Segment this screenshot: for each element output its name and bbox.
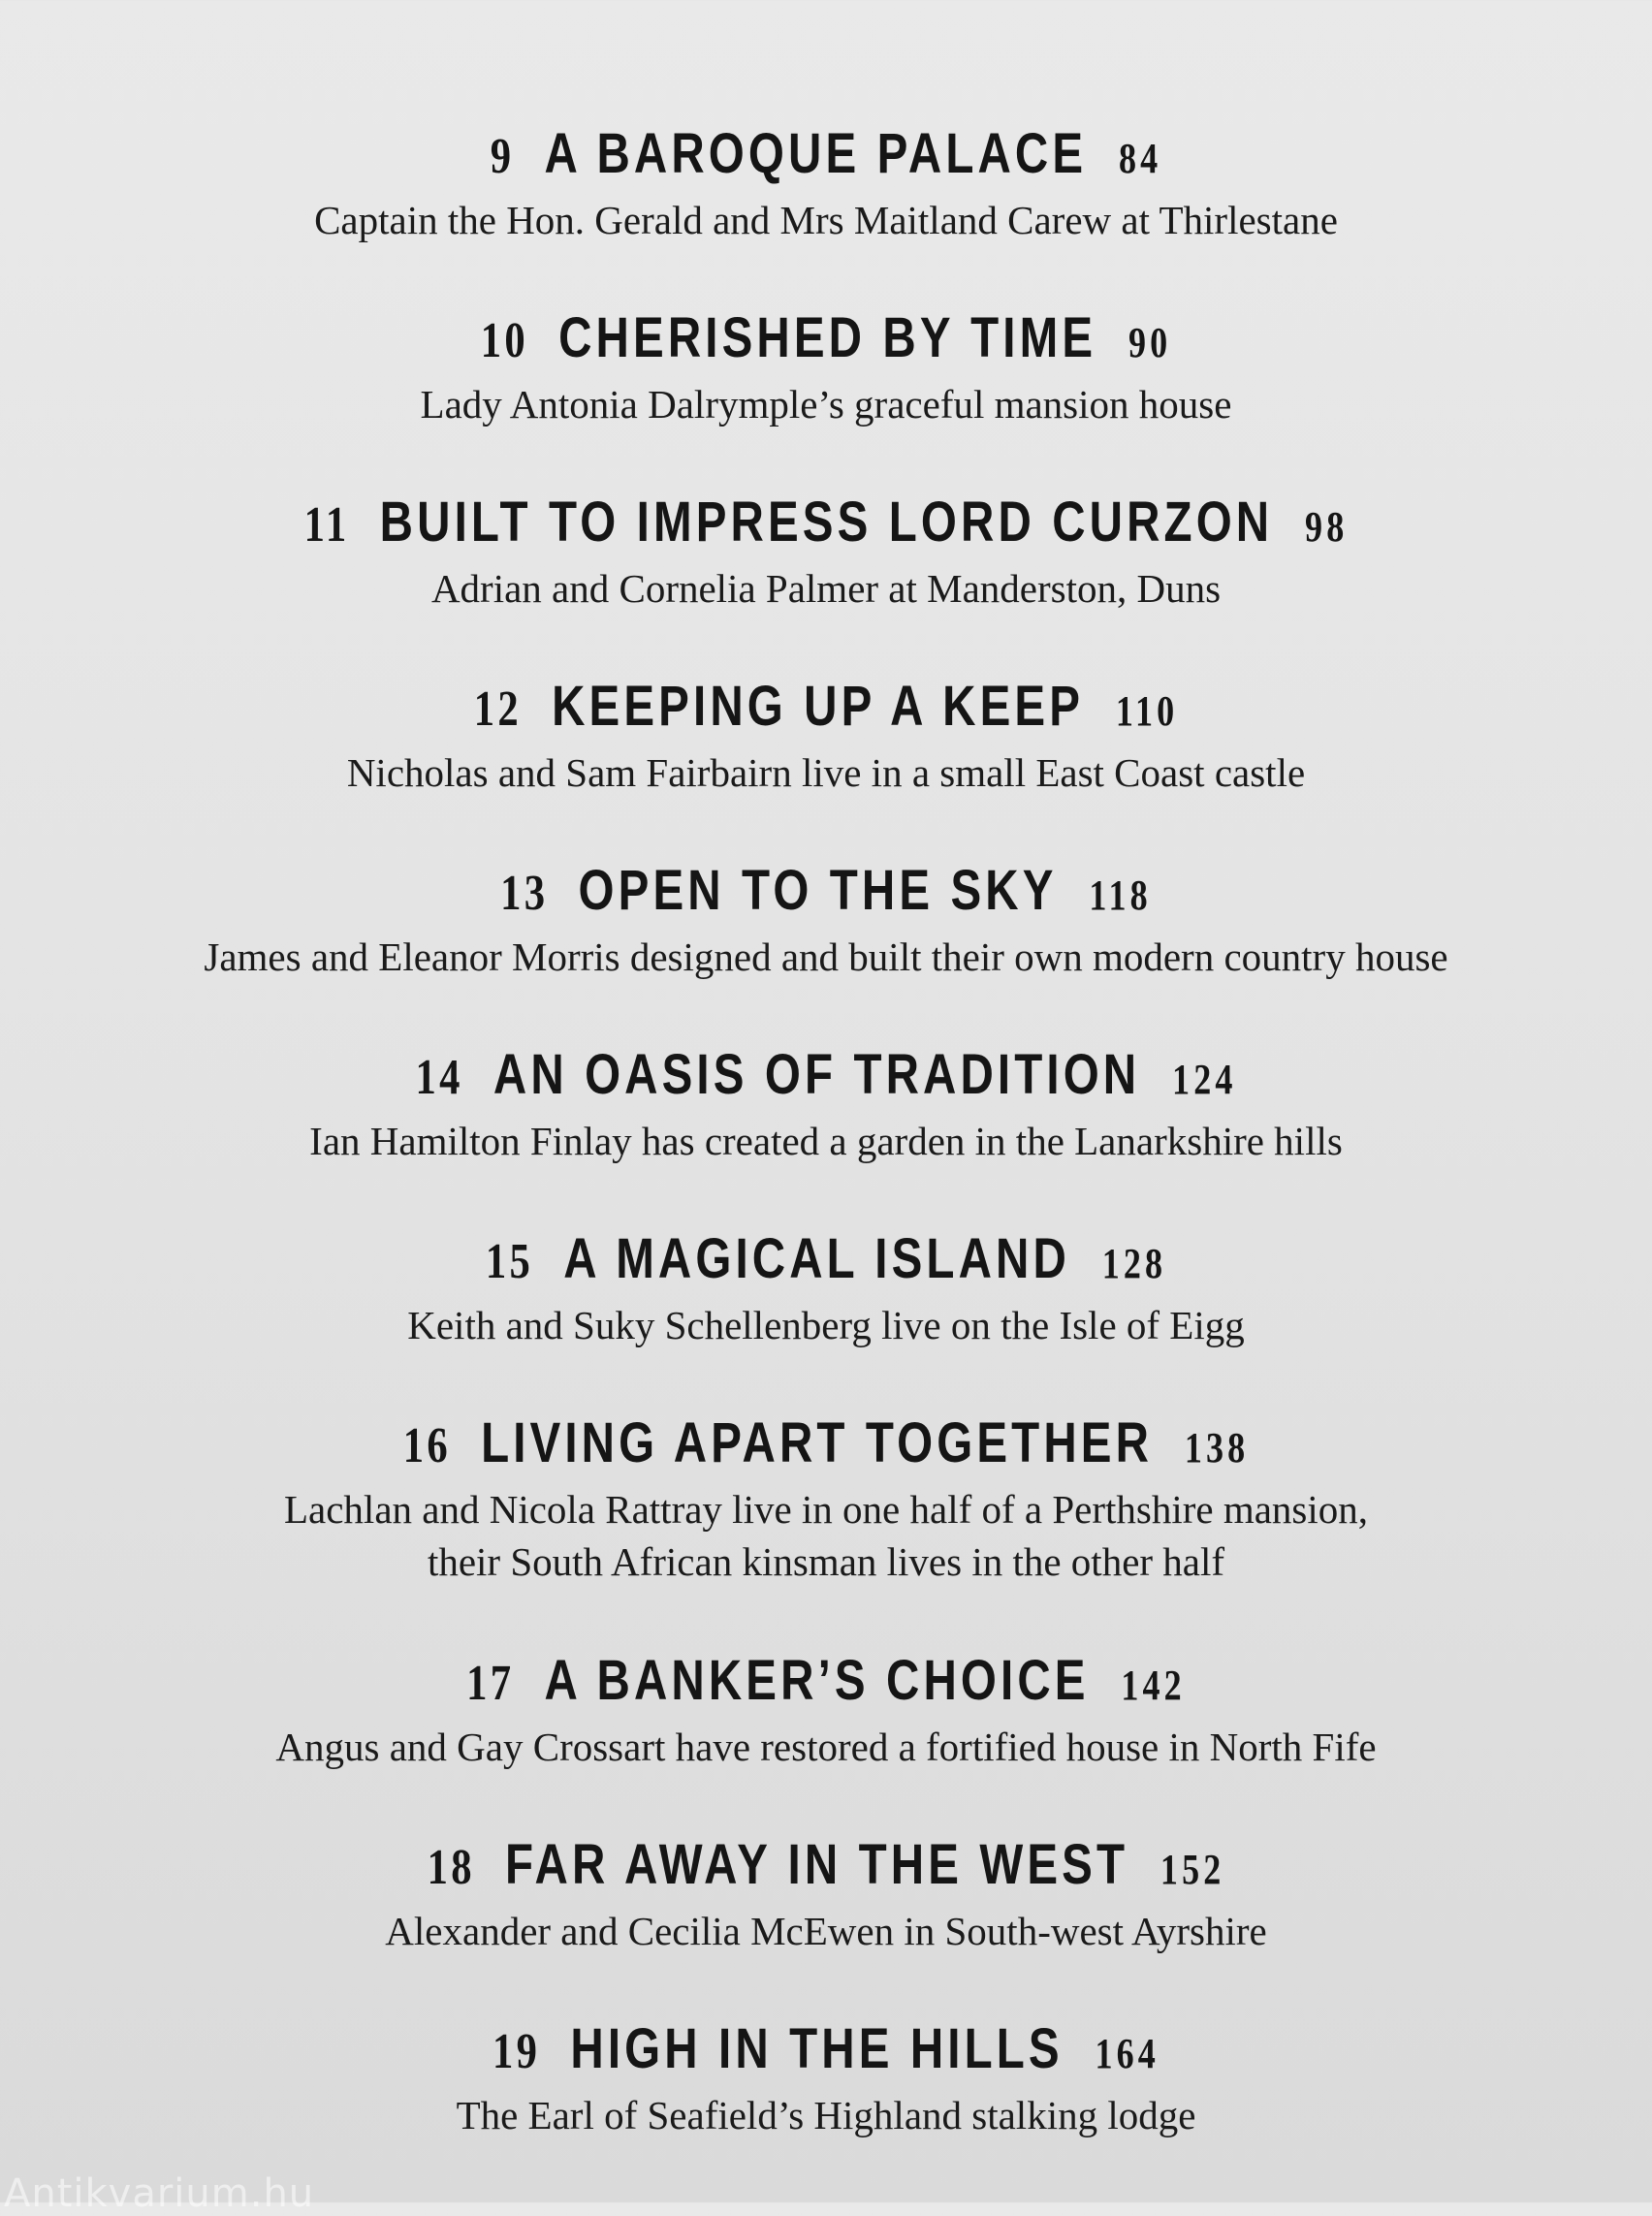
toc-entry — [0, 1404, 1652, 1641]
toc-entry — [0, 1219, 1652, 1404]
page-number: 118 — [1089, 871, 1152, 919]
watermark: Antikvarium.hu — [4, 2171, 315, 2216]
chapter-number: 9 — [490, 129, 515, 184]
chapter-title: FAR AWAY IN THE WEST — [505, 1833, 1129, 1896]
chapter-heading — [148, 1219, 1503, 1299]
chapter-heading — [148, 483, 1503, 562]
page-number: 128 — [1101, 1240, 1167, 1287]
page-number: 98 — [1305, 503, 1349, 551]
chapter-title: A BAROQUE PALACE — [544, 122, 1088, 185]
chapter-number: 18 — [427, 1840, 475, 1895]
chapter-number: 17 — [466, 1656, 515, 1711]
chapter-description: James and Eleanor Morris designed and built their own modern country house — [204, 934, 1448, 979]
chapter-title: OPEN TO THE SKY — [578, 859, 1058, 922]
toc-entry — [0, 667, 1652, 851]
chapter-number: 11 — [303, 497, 350, 553]
chapter-number: 16 — [402, 1418, 451, 1473]
page-number: 138 — [1184, 1424, 1250, 1472]
chapter-description: Ian Hamilton Finlay has created a garden in the Lanarkshire hills — [309, 1119, 1343, 1163]
chapter-heading — [148, 1641, 1503, 1721]
chapter-description: Lady Antonia Dalrymple’s graceful mansion house — [420, 382, 1232, 427]
toc-entry — [0, 1035, 1652, 1219]
chapter-description: their South African kinsman lives in the other half — [427, 1539, 1225, 1584]
page-number: 152 — [1160, 1846, 1225, 1893]
chapter-number: 12 — [473, 681, 522, 737]
chapter-title: A BANKER’S CHOICE — [544, 1649, 1090, 1712]
page-number: 90 — [1128, 319, 1172, 366]
chapter-heading — [148, 1404, 1503, 1483]
chapter-title: CHERISHED BY TIME — [558, 306, 1097, 369]
chapter-number: 19 — [492, 2024, 541, 2079]
chapter-description: The Earl of Seafield’s Highland stalking lodge — [456, 2093, 1196, 2137]
toc-entry — [0, 483, 1652, 667]
chapter-number: 14 — [415, 1050, 463, 1105]
chapter-description: Captain the Hon. Gerald and Mrs Maitland Carew at Thirlestane — [314, 198, 1338, 242]
chapter-heading — [148, 1825, 1503, 1905]
chapter-heading — [148, 2010, 1503, 2089]
page-number: 164 — [1095, 2030, 1160, 2077]
chapter-title: AN OASIS OF TRADITION — [492, 1043, 1141, 1106]
toc-entry — [0, 299, 1652, 483]
chapter-description: Alexander and Cecilia McEwen in South-west Ayrshire — [385, 1909, 1267, 1953]
chapter-title: KEEPING UP A KEEP — [552, 675, 1085, 738]
chapter-heading — [148, 299, 1503, 378]
page-number: 124 — [1172, 1056, 1237, 1103]
page-number: 110 — [1115, 687, 1179, 735]
chapter-heading — [148, 114, 1503, 194]
chapter-title: BUILT TO IMPRESS LORD CURZON — [379, 491, 1274, 554]
toc-entry — [0, 1641, 1652, 1825]
chapter-title: HIGH IN THE HILLS — [570, 2017, 1064, 2080]
chapter-title: LIVING APART TOGETHER — [481, 1411, 1154, 1474]
chapter-title: A MAGICAL ISLAND — [563, 1227, 1070, 1290]
toc-entry — [0, 114, 1652, 299]
chapter-description: Lachlan and Nicola Rattray live in one half of a Perthshire mansion, — [283, 1487, 1369, 1532]
chapter-number: 15 — [485, 1234, 534, 1289]
chapter-description: Angus and Gay Crossart have restored a fortified house in North Fife — [275, 1725, 1377, 1769]
toc-entry — [0, 1825, 1652, 2010]
chapter-description: Nicholas and Sam Fairbairn live in a small East Coast castle — [346, 750, 1306, 795]
chapter-heading — [148, 851, 1503, 931]
table-of-contents — [0, 114, 1652, 2194]
page-number: 84 — [1118, 135, 1162, 182]
chapter-number: 10 — [480, 313, 528, 368]
chapter-description: Keith and Suky Schellenberg live on the Isle of Eigg — [407, 1303, 1245, 1347]
chapter-description: Adrian and Cornelia Palmer at Manderston, Duns — [430, 566, 1222, 611]
chapter-number: 13 — [500, 866, 549, 921]
toc-entry — [0, 2010, 1652, 2194]
toc-entry — [0, 851, 1652, 1035]
chapter-heading — [148, 667, 1503, 746]
page-number: 142 — [1121, 1662, 1186, 1709]
chapter-heading — [148, 1035, 1503, 1115]
